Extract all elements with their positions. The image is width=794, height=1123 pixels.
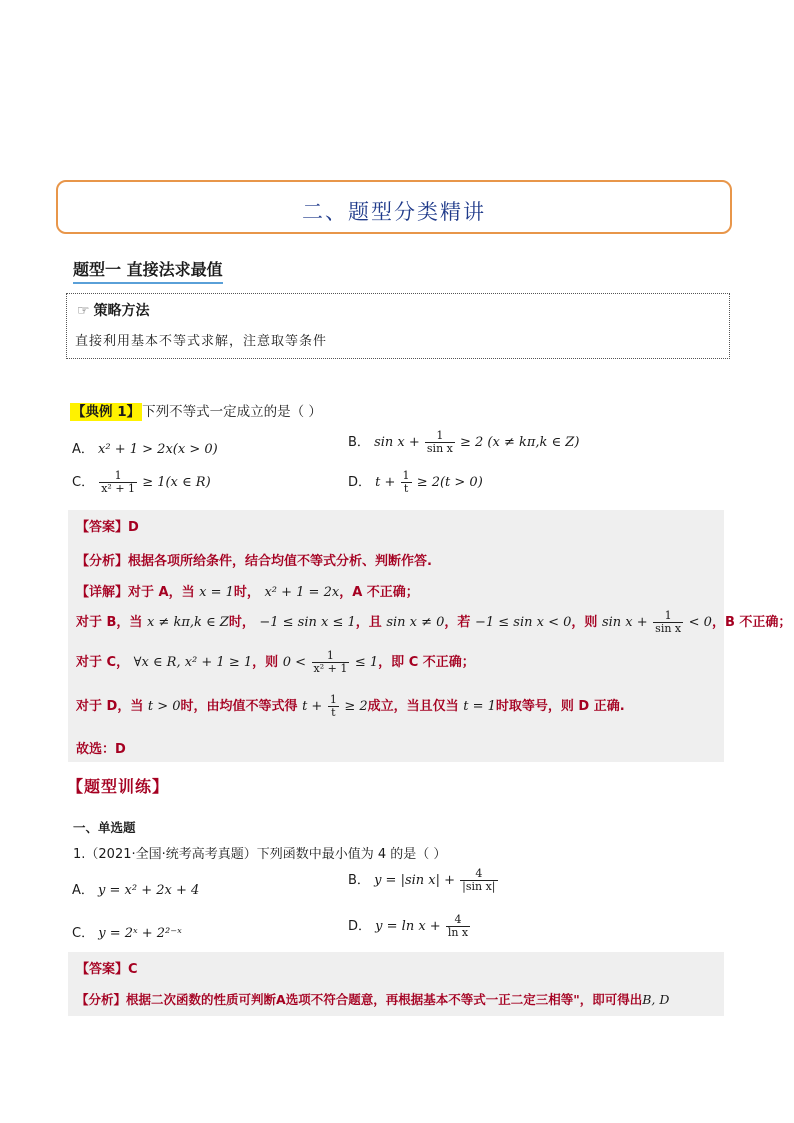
option-expression: y = |sin x| + — [374, 873, 456, 888]
solution-panel — [68, 510, 792, 762]
option-b — [348, 430, 579, 455]
math-expression: sin x ≠ 0 — [386, 615, 445, 630]
detail-text: 时取等号，则 D 正确. — [495, 699, 625, 714]
detail-text: ，即 C 不正确； — [378, 655, 475, 670]
fraction-denominator: t — [403, 482, 409, 495]
detail-row-b — [76, 610, 791, 635]
analysis-text: 根据各项所给条件，结合均值不等式分析、判断作答. — [128, 554, 432, 569]
fraction — [99, 470, 137, 495]
math-expression: ∀x ∈ R, x² + 1 ≥ 1 — [133, 655, 253, 670]
fraction-denominator: |sin x| — [462, 880, 496, 893]
training-analysis-row — [76, 990, 669, 1008]
option-label: B． — [348, 435, 370, 450]
fraction — [312, 650, 350, 675]
detail-text: ，则 — [252, 655, 279, 670]
math-expression: B, D — [642, 992, 670, 1007]
detail-text: 对于 A，当 — [128, 585, 195, 600]
option-expression: ≥ 2 (x ≠ kπ,k ∈ Z) — [460, 435, 580, 450]
option-expression: y = 2ˣ + 2²⁻ˣ — [98, 926, 182, 941]
detail-text: 成立，当且仅当 — [367, 699, 459, 714]
training-question: 1.（2021·全国·统考高考真题）下列函数中最小值为 4 的是（ ） — [73, 847, 447, 862]
fraction — [328, 694, 339, 719]
analysis-label: 【分析】 — [76, 554, 129, 569]
math-expression: x² + 1 = 2x — [264, 585, 340, 600]
example-question — [70, 400, 322, 420]
subsection-title: 一、单选题 — [73, 820, 136, 835]
fraction-numerator: 1 — [653, 610, 683, 623]
option-expression: ≥ 2(t > 0) — [416, 475, 483, 490]
math-expression: x ≠ kπ,k ∈ Z — [146, 615, 229, 630]
math-expression: < 0 — [688, 615, 712, 630]
option-label: C． — [72, 475, 95, 490]
training-option-c — [72, 922, 182, 941]
choice-row — [76, 738, 126, 757]
analysis-row — [76, 550, 432, 569]
option-label: B． — [348, 873, 370, 888]
section-title: 题型一 直接法求最值 — [73, 257, 223, 284]
option-label: A． — [72, 883, 94, 898]
training-option-d — [348, 914, 471, 939]
fraction-numerator: 1 — [329, 693, 337, 706]
option-expression: x² + 1 > 2x(x > 0) — [98, 442, 218, 457]
detail-text: ，B 不正确； — [711, 615, 792, 630]
detail-text: ，则 — [571, 615, 598, 630]
detail-text: ，A 不正确； — [339, 585, 419, 600]
section-banner — [56, 180, 732, 234]
answer-value: C — [128, 962, 138, 977]
fraction — [460, 868, 497, 893]
fraction-numerator: 1 — [99, 470, 137, 483]
option-label: D． — [348, 475, 372, 490]
fraction-denominator: x² + 1 — [313, 662, 348, 675]
fraction-denominator: ln x — [447, 926, 469, 939]
option-label: C． — [72, 926, 95, 941]
detail-text: 时，由均值不等式得 — [180, 699, 298, 714]
option-expression: y = x² + 2x + 4 — [98, 883, 200, 898]
detail-text: 时， — [228, 615, 255, 630]
training-option-b — [348, 868, 499, 893]
strategy-heading-text: 策略方法 — [93, 303, 150, 319]
detail-row-d — [76, 694, 625, 719]
strategy-heading — [77, 300, 150, 320]
analysis-text: 根据二次函数的性质可判断A选项不符合题意，再根据基本不等式一正二定三相等"，即可得出 — [126, 992, 643, 1007]
example-tag: 【典例 1】 — [72, 404, 141, 420]
strategy-box — [66, 293, 730, 359]
option-expression: sin x + — [374, 435, 420, 450]
pointing-hand-icon: ☞ — [77, 303, 90, 319]
detail-text: 时， — [233, 585, 260, 600]
detail-row-a — [76, 581, 419, 600]
detail-text: ，且 — [355, 615, 382, 630]
choice-text: 故选：D — [76, 742, 126, 757]
training-solution-panel — [68, 952, 724, 1016]
fraction-denominator: sin x — [655, 622, 682, 635]
option-expression: y = ln x + — [375, 919, 441, 934]
option-expression: t + — [375, 475, 396, 490]
example-stem: 下列不等式一定成立的是（ ） — [142, 404, 322, 420]
fraction-numerator: 4 — [446, 914, 470, 927]
fraction-numerator: 1 — [402, 469, 410, 482]
strategy-body: 直接利用基本不等式求解，注意取等条件 — [75, 334, 328, 349]
detail-text: 对于 D，当 — [76, 699, 144, 714]
fraction — [653, 610, 683, 635]
training-title: 【题型训练】 — [67, 777, 170, 796]
math-expression: t + — [302, 699, 323, 714]
answer-value: D — [128, 520, 139, 535]
detail-text: ，若 — [444, 615, 471, 630]
math-expression: ≥ 2 — [344, 699, 368, 714]
math-expression: −1 ≤ sin x < 0 — [474, 615, 572, 630]
training-answer-row — [76, 958, 138, 977]
fraction — [401, 470, 412, 495]
fraction-denominator: x² + 1 — [101, 482, 136, 495]
option-label: D． — [348, 919, 372, 934]
answer-label: 【答案】 — [76, 520, 129, 535]
math-expression: sin x + — [601, 615, 648, 630]
math-expression: t > 0 — [147, 699, 181, 714]
fraction-denominator: t — [331, 706, 336, 719]
fraction — [446, 914, 470, 939]
math-expression: t = 1 — [463, 699, 496, 714]
banner-title: 二、题型分类精讲 — [302, 200, 486, 224]
detail-label: 【详解】 — [76, 585, 129, 600]
option-c — [72, 470, 211, 495]
detail-text: 对于 B，当 — [76, 615, 143, 630]
training-option-a — [72, 879, 199, 898]
fraction-numerator: 1 — [312, 650, 350, 663]
fraction — [425, 430, 455, 455]
fraction-numerator: 1 — [425, 430, 455, 443]
math-expression: −1 ≤ sin x ≤ 1 — [259, 615, 356, 630]
analysis-label: 【分析】 — [76, 992, 127, 1007]
option-label: A． — [72, 442, 94, 457]
fraction-numerator: 4 — [460, 868, 497, 881]
option-a — [72, 438, 218, 457]
fraction-denominator: sin x — [426, 442, 453, 455]
math-expression: ≤ 1 — [354, 655, 379, 670]
detail-row-c — [76, 650, 475, 675]
answer-row — [76, 516, 139, 535]
detail-text: 对于 C， — [76, 655, 130, 670]
option-d — [348, 470, 483, 495]
option-expression: ≥ 1(x ∈ R) — [142, 475, 211, 490]
math-expression: x = 1 — [199, 585, 234, 600]
math-expression: 0 < — [282, 655, 306, 670]
answer-label: 【答案】 — [76, 962, 129, 977]
